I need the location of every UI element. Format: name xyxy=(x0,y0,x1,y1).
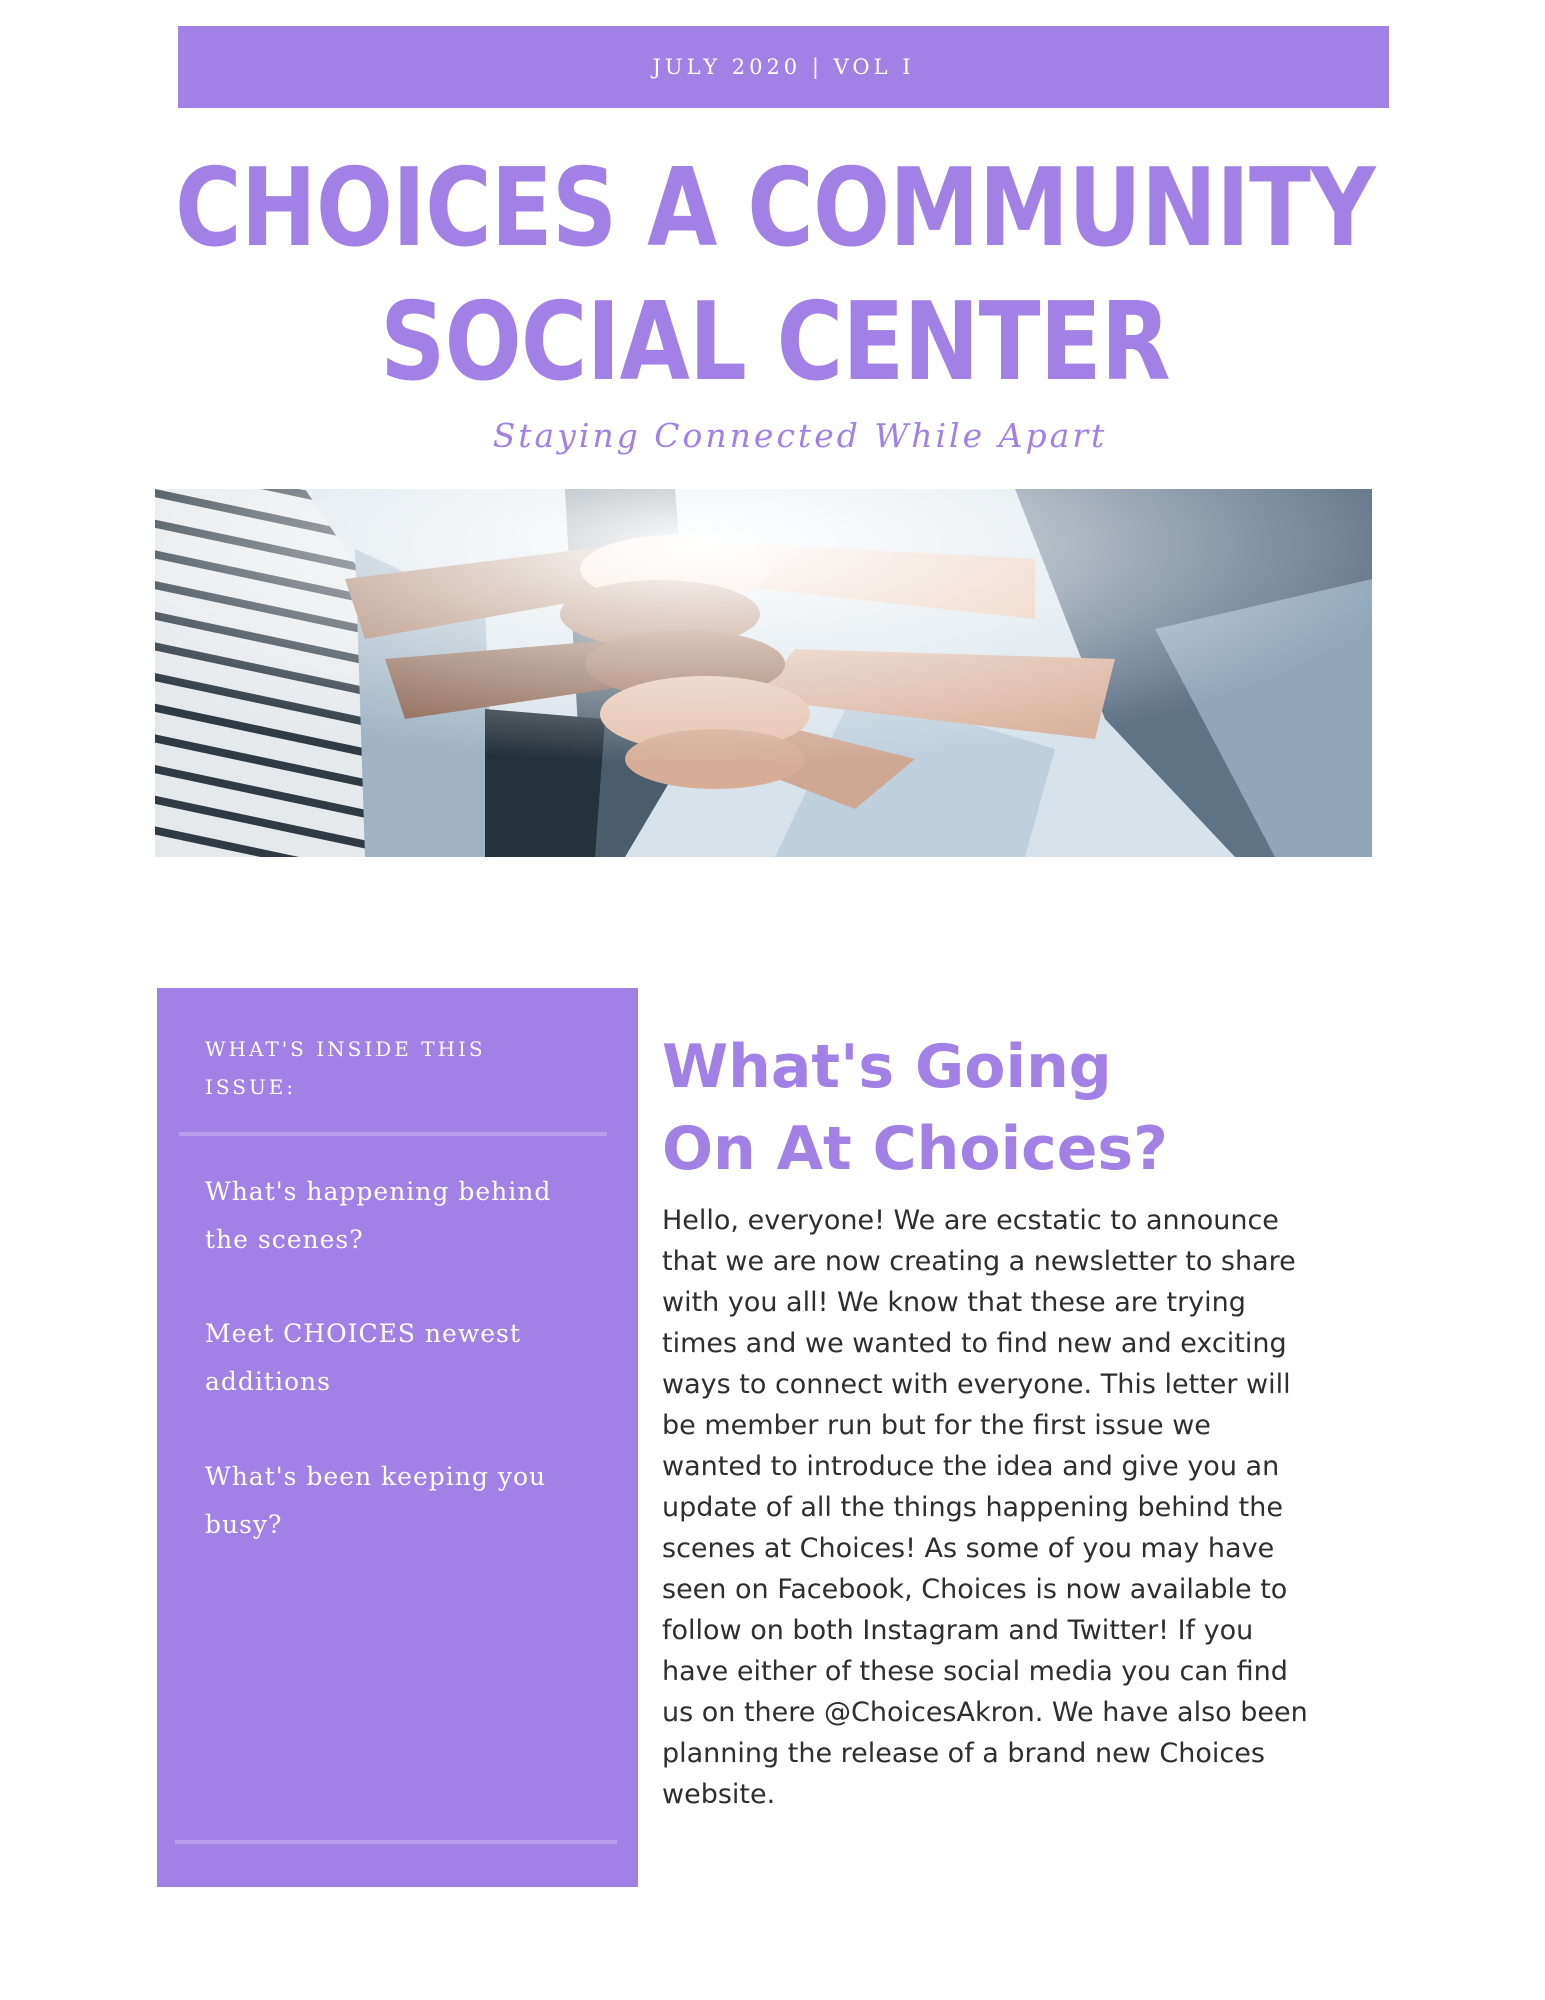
sidebar-divider-top xyxy=(179,1132,607,1136)
newsletter-subtitle: Staying Connected While Apart xyxy=(492,416,1108,455)
sidebar-divider-bottom xyxy=(175,1840,617,1844)
newsletter-title xyxy=(126,142,1424,410)
toc-item-keeping-busy: What's been keeping you busy? xyxy=(205,1462,547,1539)
title-line-1: CHOICES A COMMUNITY xyxy=(175,146,1375,271)
hero-image-hands-stacked xyxy=(155,489,1372,857)
contents-sidebar xyxy=(157,988,638,1887)
toc-item-behind-the-scenes: What's happening behind the scenes? xyxy=(205,1177,552,1254)
toc-item-newest-additions: Meet CHOICES newest additions xyxy=(205,1319,521,1396)
contents-heading: WHAT'S INSIDE THIS ISSUE: xyxy=(205,1037,486,1099)
article-heading-line-1: What's Going xyxy=(662,1032,1112,1102)
issue-label: JULY 2020 | VOL I xyxy=(652,55,915,79)
title-line-2: SOCIAL CENTER xyxy=(380,280,1170,405)
article-body: Hello, everyone! We are ecstatic to announce that we are now creating a newsletter to share with you all! We know that these are trying times and we wanted to find new and exciting ways to connect with everyone. This letter will be member run but for the first issue we wanted to introduce the idea and give you an update of all the things happening behind the scenes at Choices! As some of you may have seen on Facebook, Choices is now available to follow on both Instagram and Twitter! If you have either of these social media you can find us on there @ChoicesAkron. We have also been planning the release of a brand new Choices website. xyxy=(662,1205,1308,1810)
hands-illustration xyxy=(155,489,1372,857)
article-heading xyxy=(662,1026,1222,1190)
article-heading-line-2: On At Choices? xyxy=(662,1114,1168,1184)
issue-banner xyxy=(178,26,1389,108)
